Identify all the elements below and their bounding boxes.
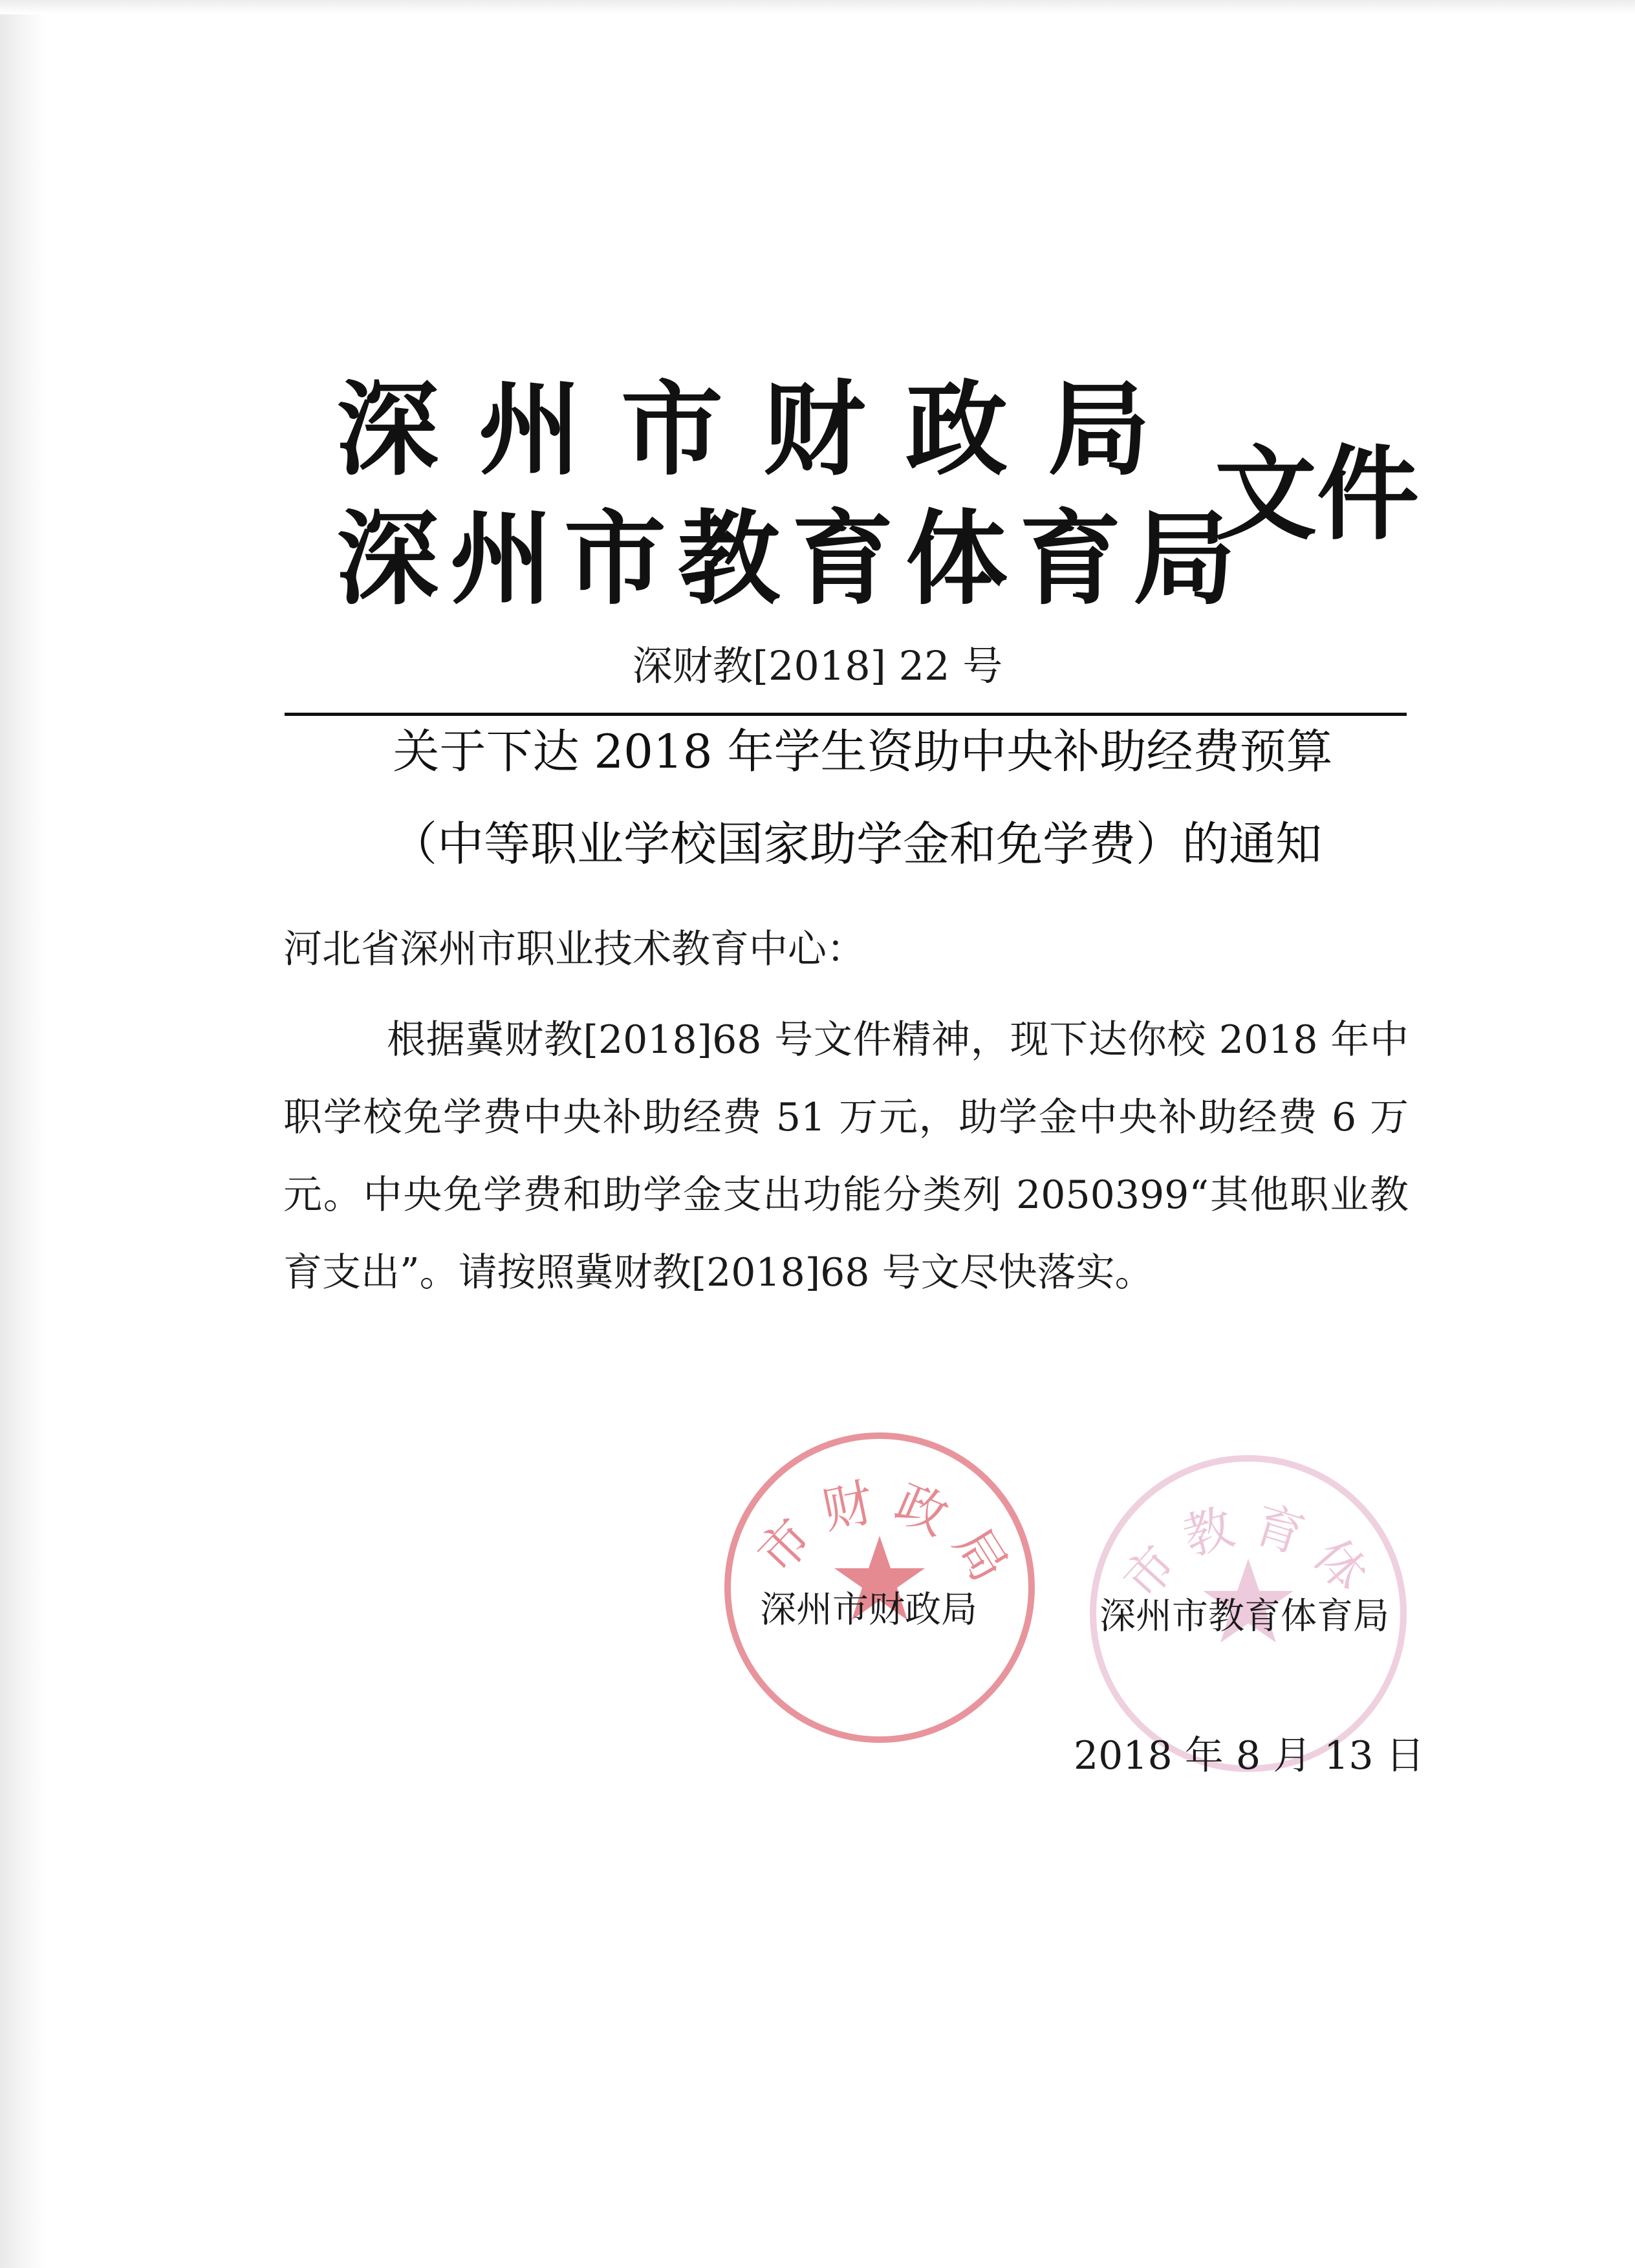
recipient-salutation: 河北省深州市职业技术教育中心：: [283, 927, 865, 972]
scan-top-shadow: [0, 0, 1635, 14]
header-divider: [285, 713, 1407, 716]
document-type-label: 文件: [1215, 435, 1419, 554]
issue-date: 2018 年 8 月 13 日: [1074, 1733, 1425, 1778]
education-seal-text: 市教育体: [1112, 1494, 1387, 1613]
body-paragraph: 根据冀财教[2018]68 号文件精神，现下达你校 2018 年中职学校免学费中央补助经费 51 万元，助学金中央补助经费 6 万元。中央免学费和助学金支出功能分类列 2050399“其他职业教育支出”。请按照冀财教[2018]68 号文尽快落实。: [283, 1017, 1409, 1295]
signature-education-bureau: 深州市教育体育局: [1099, 1595, 1389, 1637]
document-title-line-1: 关于下达 2018 年学生资助中央补助经费预算: [393, 724, 1333, 779]
finance-seal-text: 市财政局: [746, 1471, 1026, 1604]
issuer-education-bureau: 深州市教育体育局: [336, 500, 1247, 619]
issuer-finance-bureau: 深州市财政局: [336, 371, 1190, 490]
scan-edge-shadow: [0, 0, 45, 2268]
document-number: 深财教[2018] 22 号: [632, 642, 1003, 689]
signature-finance-bureau: 深州市财政局: [760, 1589, 977, 1631]
document-title-line-2: （中等职业学校国家助学金和免学费）的通知: [390, 817, 1322, 871]
